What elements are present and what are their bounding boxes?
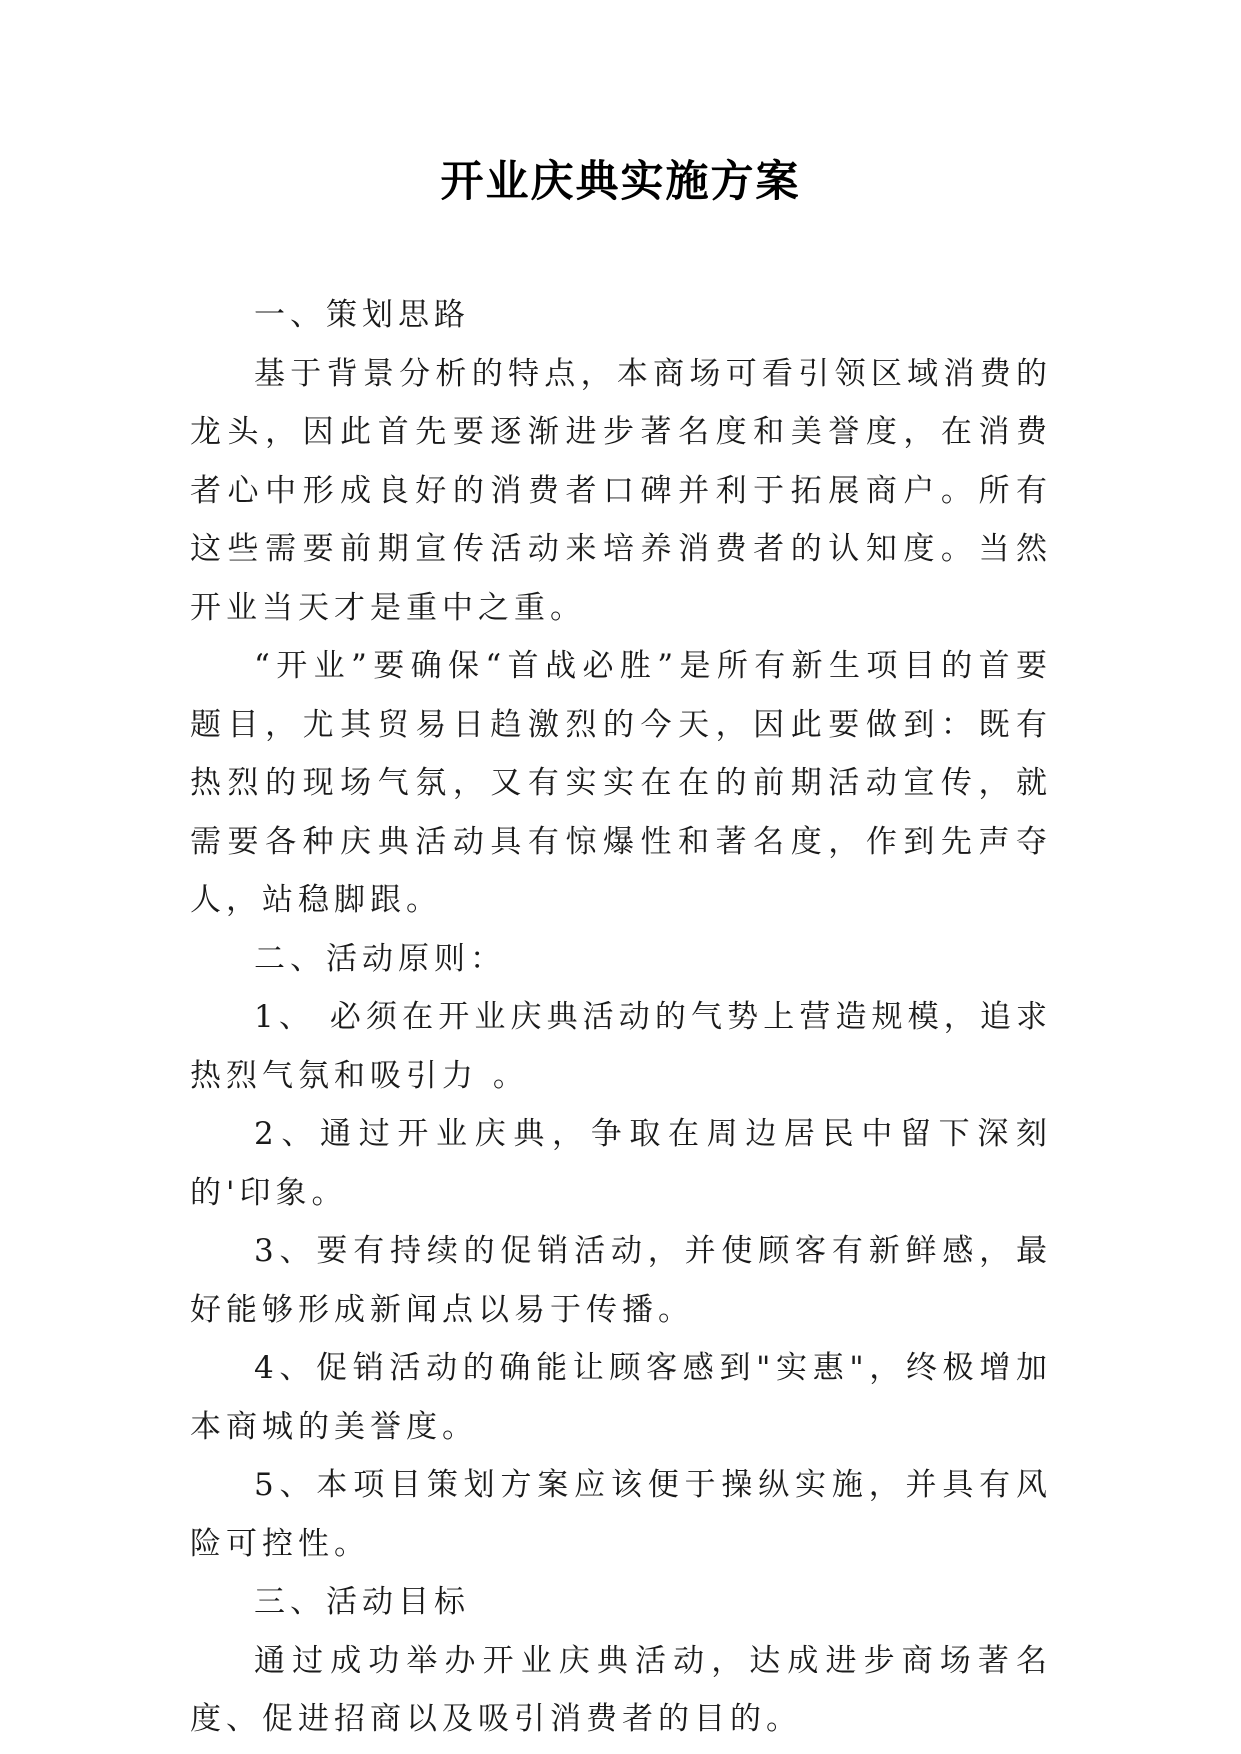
- paragraph-opening-first-win: “开业”要确保“首战必胜”是所有新生项目的首要题目，尤其贸易日趋激烈的今天，因此要做到：既有热烈的现场气氛，又有实实在在的前期活动宣传，就需要各种庆典活动具有惊爆性和著名度，作到先声夺人，站稳脚跟。: [190, 648, 1052, 918]
- paragraph-background: 基于背景分析的特点，本商场可看引领区域消费的龙头，因此首先要逐渐进步著名度和美誉度，在消费者心中形成良好的消费者口碑并利于拓展商户。所有这些需要前期宣传活动来培养消费者的认知度。当然开业当天才是重中之重。: [190, 355, 1052, 626]
- paragraph-goals: 通过成功举办开业庆典活动，达成进步商场著名度、促进招商以及吸引消费者的目的。: [190, 1642, 1052, 1737]
- document-title: 开业庆典实施方案: [440, 157, 801, 207]
- principle-item-4: 4、促销活动的确能让顾客感到"实惠"，终极增加本商城的美誉度。: [190, 1350, 1052, 1445]
- heading-planning-ideas: 一、策划思路: [254, 297, 470, 333]
- principle-item-5: 5、本项目策划方案应该便于操纵实施，并具有风险可控性。: [190, 1467, 1052, 1562]
- principle-item-3: 3、要有持续的促销活动，并使顾客有新鲜感，最好能够形成新闻点以易于传播。: [190, 1233, 1052, 1328]
- document-body: [190, 286, 1052, 1749]
- principle-item-1: 1、 必须在开业庆典活动的气势上营造规模，追求热烈气氛和吸引力 。: [190, 999, 1052, 1094]
- heading-activity-principles: 二、活动原则：: [254, 940, 506, 977]
- heading-activity-goals: 三、活动目标: [254, 1584, 470, 1620]
- principle-item-2: 2、通过开业庆典，争取在周边居民中留下深刻的'印象。: [190, 1116, 1052, 1211]
